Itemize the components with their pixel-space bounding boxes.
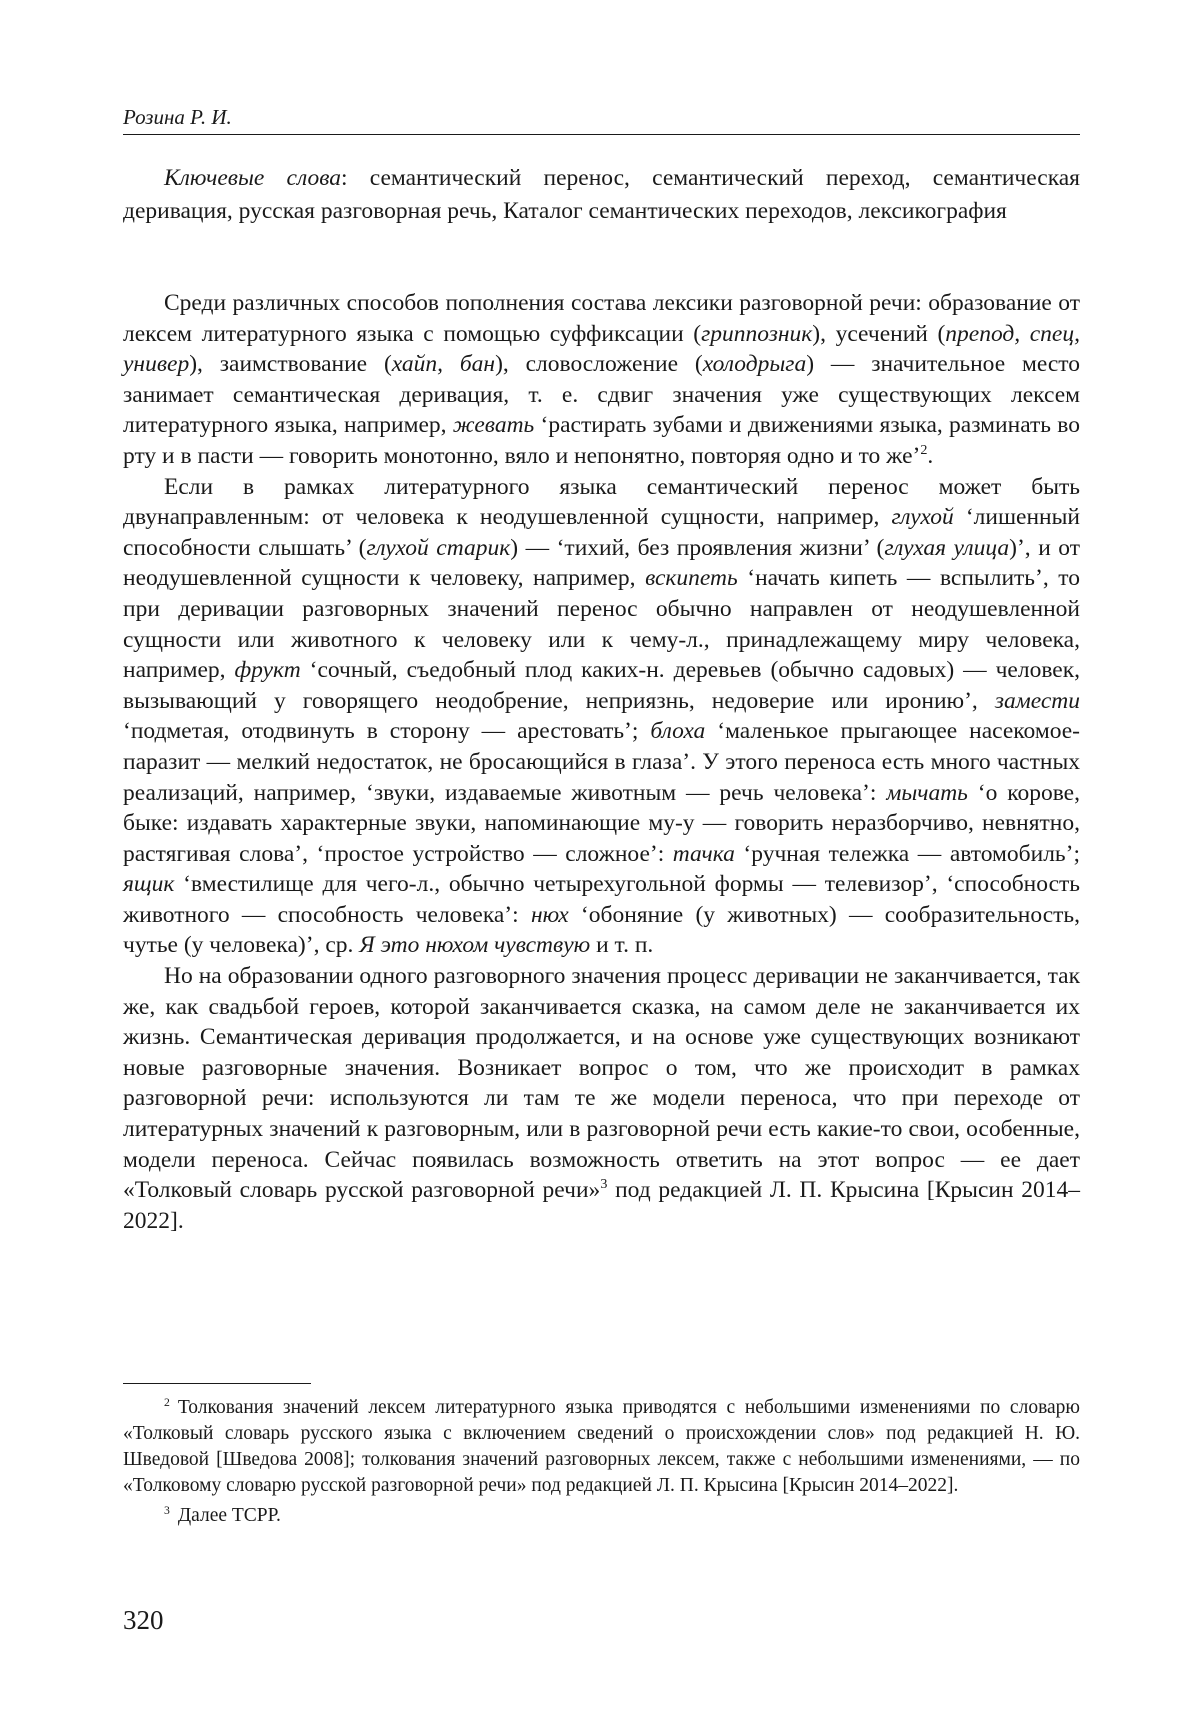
- text-run: )’, и от неодушевленной сущности к человеку, например,: [123, 534, 1081, 592]
- page-number: 320: [123, 1605, 164, 1635]
- text-run: ‘подметая, отодвинуть в сторону — арестовать’;: [123, 718, 651, 745]
- footnote-ref-3[interactable]: 3: [600, 1176, 608, 1193]
- example-word: глухой: [891, 504, 954, 531]
- text-run: ), усечений (: [812, 320, 946, 347]
- text-run: ‘ручная тележка — автомобиль’;: [734, 840, 1080, 867]
- footnote-text: Далее ТСРР.: [177, 1505, 281, 1526]
- footnote-mark: 3: [164, 1503, 170, 1517]
- text-run: Среди различных способов пополнения состава лексики разговорной речи: образование от лексем литературного языка с помощью суффиксации (: [123, 290, 1080, 347]
- text-run: Но на образовании одного разговорного значения процесс деривации не заканчивается, так же, как свадьбой героев, которой заканчивается сказка, на самом деле не заканчивается их жизнь. Семантическая деривация продолжается, и на основе уже существующих возникают новые разговорные значения. Возникает вопрос о том, что же происходит в рамках разговорной речи: используются ли там те же модели переноса, что при переходе от литературных значений к разговорным, или в разговорной речи есть какие-то свои, особенные, модели переноса. Сейчас появилась возможность ответить на этот вопрос — ее дает «Толковый словарь русской разговорной речи»: [123, 963, 1080, 1204]
- example-word: мычать: [886, 779, 968, 806]
- example-word: глухой старик: [366, 534, 511, 561]
- text-run: под редакцией Л. П. Крысина [Крысин 2014–2022].: [123, 1177, 1080, 1234]
- header-rule: [123, 134, 1080, 135]
- text-run: ), словосложение (: [495, 351, 703, 378]
- text-run: ‘сочный, съедобный плод каких-н. деревьев (обычно садовых) — человек, вызывающий у говорящего неодобрение, неприязнь, недоверие или иронию’,: [123, 657, 1081, 714]
- text-run: Если в рамках литературного языка семантический перенос может быть двунаправленным: от человека к неодушевленной сущности, например,: [123, 473, 1080, 531]
- text-run: ‘о корове, быке: издавать характерные звуки, напоминающие му-у — говорить неразборчиво, невнятно, растягивая слова’, ‘простое устройство — сложное’:: [123, 779, 1080, 867]
- paragraph-3: [123, 961, 1080, 1236]
- paragraph-2: [123, 472, 1080, 962]
- example-word: жевать: [452, 412, 535, 439]
- example-word: фрукт: [234, 657, 301, 684]
- example-word: тачка: [672, 840, 735, 867]
- example-word: глухая улица: [884, 534, 1010, 561]
- footnote-separator: [123, 1383, 311, 1384]
- example-word: гриппозник: [701, 320, 813, 347]
- keywords-label: Ключевые слова: [164, 165, 342, 191]
- footnote-ref-2[interactable]: 2: [920, 442, 928, 459]
- footnote-mark: 2: [164, 1395, 170, 1409]
- running-header-author: Розина Р. И.: [123, 105, 232, 129]
- body-text: [123, 288, 1080, 1236]
- text-run: ) — ‘тихий, без проявления жизни’ (: [510, 534, 885, 561]
- keywords-text: : семантический перенос, семантический переход, семантическая деривация, русская разговорная речь, Каталог семантических переходов, лексикография: [123, 165, 1080, 224]
- text-run: и т. п.: [590, 932, 654, 959]
- text-run: ), заимствование (: [189, 351, 392, 378]
- text-run: ‘начать кипеть — вспылить’, то при деривации разговорных значений перенос обычно направлен от неодушевленной сущности или животного к человеку или к чему-л., принадлежащему миру человека, например,: [123, 565, 1080, 684]
- paragraph-1: [123, 288, 1080, 472]
- footnote-text: Толкования значений лексем литературного языка приводятся с небольшими изменениями по словарю «Толковый словарь русского языка с включением сведений о происхождении слов» под редакцией Н. Ю. Шведовой [Шведова 2008]; толкования значений разговорных лексем, также с небольшими изменениями, — по «Толковому словарю русской разговорной речи» под редакцией Л. П. Крысина [Крысин 2014–2022].: [123, 1397, 1080, 1496]
- text-run: ‘обоняние (у животных) — сообразительность, чутье (у человека)’, ср.: [123, 901, 1081, 959]
- example-word: холодрыга: [702, 351, 807, 378]
- example-word: вскипеть: [645, 565, 738, 592]
- example-word: хайп, бан: [391, 351, 496, 378]
- footnote-3: [123, 1503, 1080, 1529]
- text-run: ‘вместилище для чего-л., обычно четырехугольной формы — телевизор’, ‘способность животного — способность человека’:: [123, 871, 1080, 928]
- keywords-paragraph: [123, 162, 1080, 227]
- example-word: ящик: [123, 871, 175, 898]
- footnotes: [123, 1395, 1080, 1533]
- text-run: ‘растирать зубами и движениями языка, разминать во рту и в пасти — говорить монотонно, вяло и непонятно, повторяя одно и то же’: [123, 412, 1080, 469]
- text-run: ‘лишенный способности слышать’ (: [123, 504, 1080, 561]
- text-run: ) — значительное место занимает семантическая деривация, т. е. сдвиг значения уже существующих лексем литературного языка, например,: [123, 351, 1080, 439]
- example-word: замести: [994, 687, 1080, 714]
- example-phrase: Я это нюхом чувствую: [359, 932, 591, 959]
- example-word: препод, спец, универ: [123, 320, 1080, 378]
- footnote-2: [123, 1395, 1080, 1499]
- text-run: .: [927, 442, 934, 469]
- text-run: ‘маленькое прыгающее насекомое-паразит — мелкий недостаток, не бросающийся в глаза’. У этого переноса есть много частных реализаций, например, ‘звуки, издаваемые животным — речь человека’:: [123, 718, 1081, 806]
- example-word: блоха: [650, 718, 706, 745]
- example-word: нюх: [530, 901, 569, 928]
